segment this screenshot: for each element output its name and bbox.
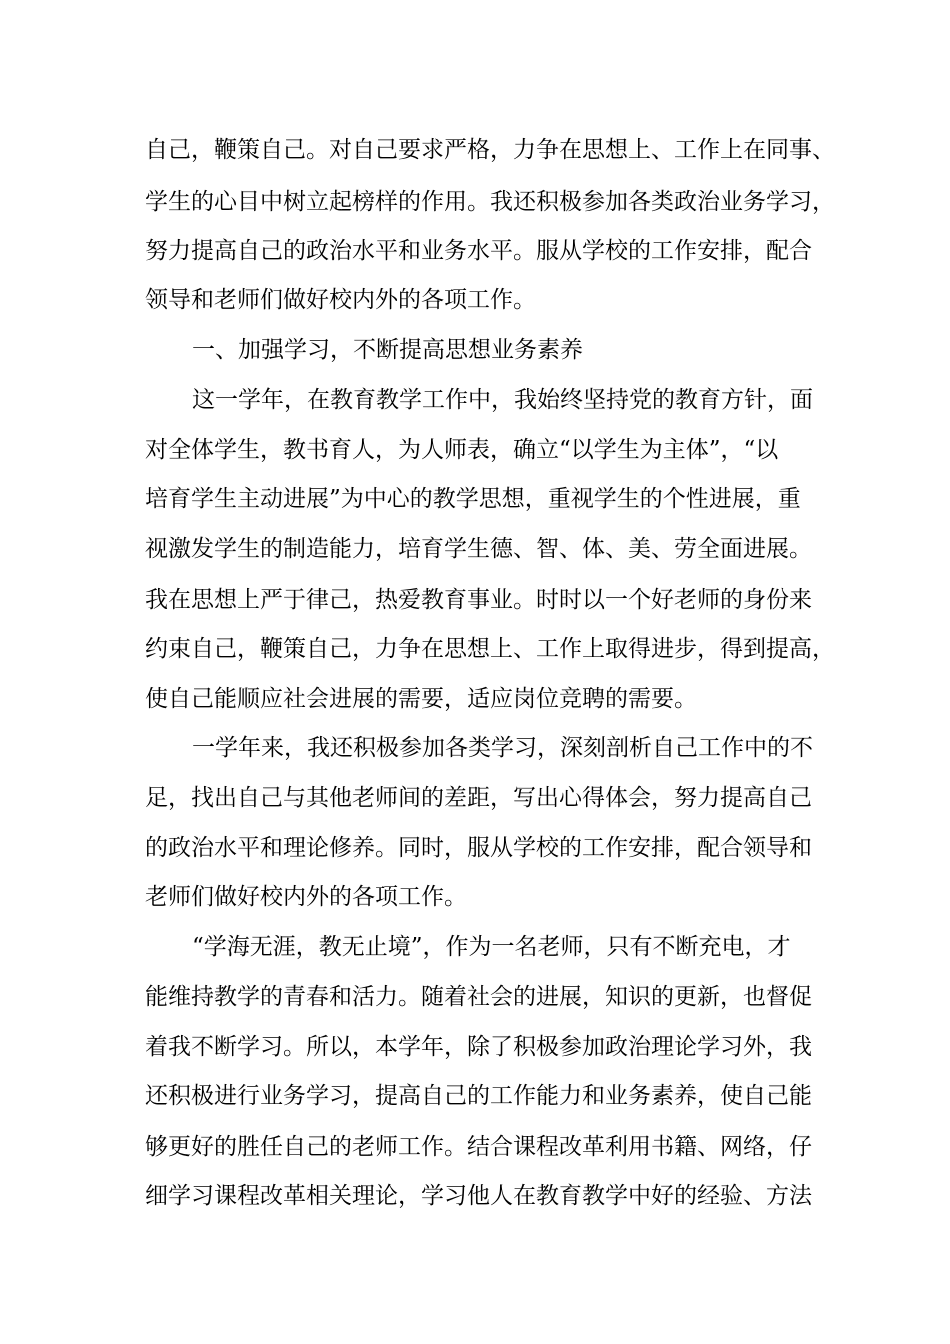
paragraph-line: 着我不断学习。所以，本学年，除了积极参加政治理论学习外，我 (145, 1034, 812, 1060)
paragraph-line: 够更好的胜任自己的老师工作。结合课程改革利用书籍、网络，仔 (145, 1134, 812, 1160)
paragraph-line: 还积极进行业务学习，提高自己的工作能力和业务素养，使自己能 (145, 1083, 812, 1109)
paragraph-line: 这一学年，在教育教学工作中，我始终坚持党的教育方针，面 (192, 387, 813, 413)
paragraph-line: 对全体学生，教书育人，为人师表，确立“以学生为主体”，“以 (145, 437, 779, 463)
paragraph-line: 使自己能顺应社会进展的需要，适应岗位竞聘的需要。 (145, 686, 697, 712)
paragraph-line: 培育学生主动进展”为中心的教学思想，重视学生的个性进展，重 (145, 486, 801, 512)
paragraph-line: 学生的心目中树立起榜样的作用。我还积极参加各类政治业务学习， (145, 189, 835, 215)
paragraph-line: 细学习课程改革相关理论，学习他人在教育教学中好的经验、方法 (145, 1183, 812, 1209)
paragraph-line: 自己，鞭策自己。对自己要求严格，力争在思想上、工作上在同事、 (145, 137, 835, 163)
paragraph-line: 一学年来，我还积极参加各类学习，深刻剖析自己工作中的不 (192, 735, 813, 761)
paragraph-line: 的政治水平和理论修养。同时，服从学校的工作安排，配合领导和 (145, 835, 812, 861)
paragraph-line: 足，找出自己与其他老师间的差距，写出心得体会，努力提高自己 (145, 785, 812, 811)
paragraph-line: 约束自己，鞭策自己，力争在思想上、工作上取得进步，得到提高， (145, 636, 835, 662)
paragraph-line: 能维持教学的青春和活力。随着社会的进展，知识的更新，也督促 (145, 984, 812, 1010)
paragraph-line: 我在思想上严于律己，热爱教育事业。时时以一个好老师的身份来 (145, 587, 812, 613)
paragraph-line: 领导和老师们做好校内外的各项工作。 (145, 287, 536, 313)
paragraph-line: 老师们做好校内外的各项工作。 (145, 884, 467, 910)
paragraph-line: “学海无涯，教无止境”，作为一名老师，只有不断充电，才 (192, 934, 791, 960)
section-heading: 一、加强学习，不断提高思想业务素养 (192, 337, 583, 363)
paragraph-line: 视激发学生的制造能力，培育学生德、智、体、美、劳全面进展。 (145, 536, 812, 562)
paragraph-line: 努力提高自己的政治水平和业务水平。服从学校的工作安排，配合 (145, 238, 812, 264)
